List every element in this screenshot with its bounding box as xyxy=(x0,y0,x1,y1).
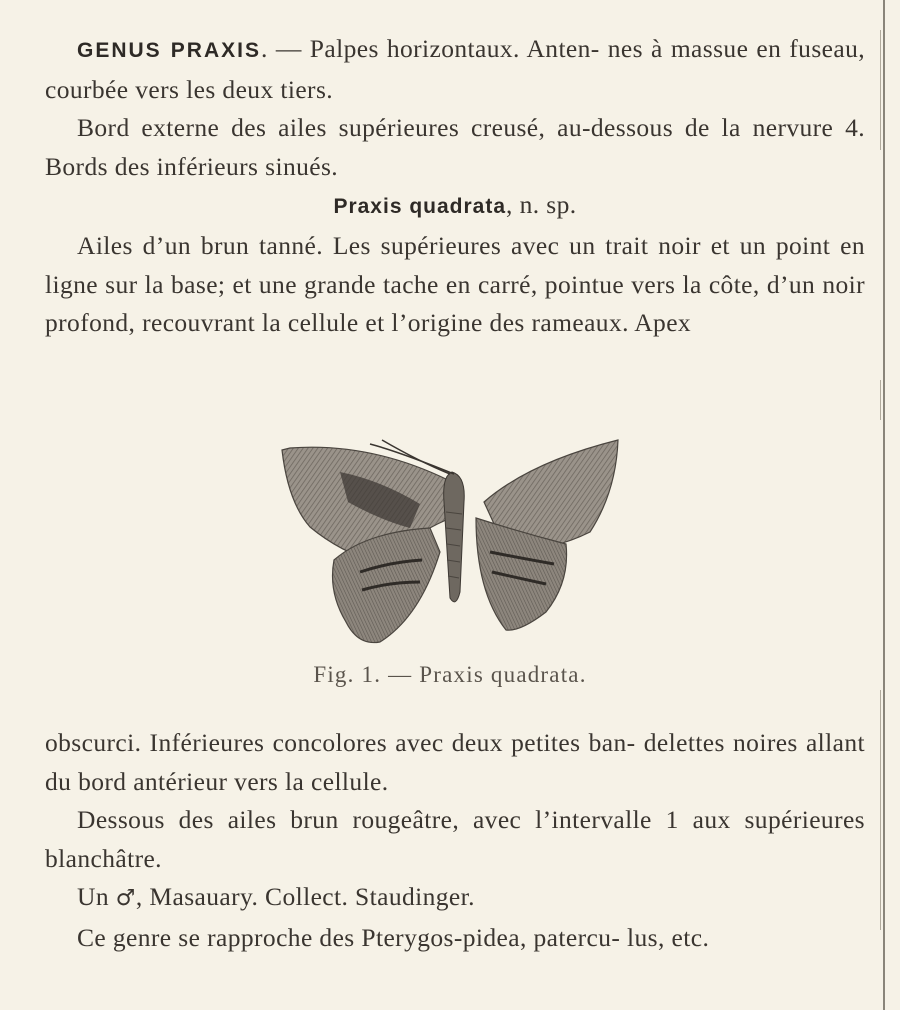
page-edge-rule xyxy=(883,0,885,1010)
specimen-text: , Masauary. Collect. Staudinger. xyxy=(135,882,475,912)
genus-heading: GENUS PRAXIS xyxy=(77,39,261,62)
specimen-line xyxy=(45,878,865,919)
moth-illustration xyxy=(270,432,630,662)
remark-paragraph: Ce genre se rapproche des Pterygos-pidea, patercu- lus, etc. xyxy=(77,922,710,952)
genus-description: . — Palpes horizontaux. Anten- xyxy=(261,34,600,63)
species-suffix: , n. sp. xyxy=(506,190,577,220)
margin-mark xyxy=(880,30,881,150)
species-heading-line xyxy=(45,186,865,227)
male-symbol: ♂ xyxy=(115,886,136,912)
genus-description-cont: nes à massue en fuseau, courbée vers les deux tiers. xyxy=(45,34,866,104)
species-description-paragraph: Ailes d’un brun tanné. Les supérieures avec un trait noir et un point en ligne sur la base; et une grande tache en carré, pointue vers la côte, d’un noir profond, recouvrant la cellule et l’origine des rameaux. Apex xyxy=(45,230,865,338)
continued-description: obscurci. Inférieures concolores avec deux petites ban- delettes noires allant du bord antérieur vers la cellule. xyxy=(45,728,865,796)
underside-paragraph: Dessous des ailes brun rougeâtre, avec l’intervalle 1 aux supérieures blanchâtre. xyxy=(45,805,865,873)
specimen-prefix: Un xyxy=(77,882,109,912)
margin-mark xyxy=(880,380,881,420)
wing-paragraph: Bord externe des ailes supérieures creusé, au-dessous de la nervure 4. Bords des inférieurs sinués. xyxy=(45,113,865,181)
lower-text-block xyxy=(45,724,865,958)
genus-paragraph xyxy=(45,30,865,109)
species-name: Praxis quadrata xyxy=(333,195,507,219)
upper-text-block xyxy=(45,30,865,343)
margin-mark xyxy=(880,690,881,930)
figure-caption: Fig. 1. — Praxis quadrata. xyxy=(313,662,587,687)
